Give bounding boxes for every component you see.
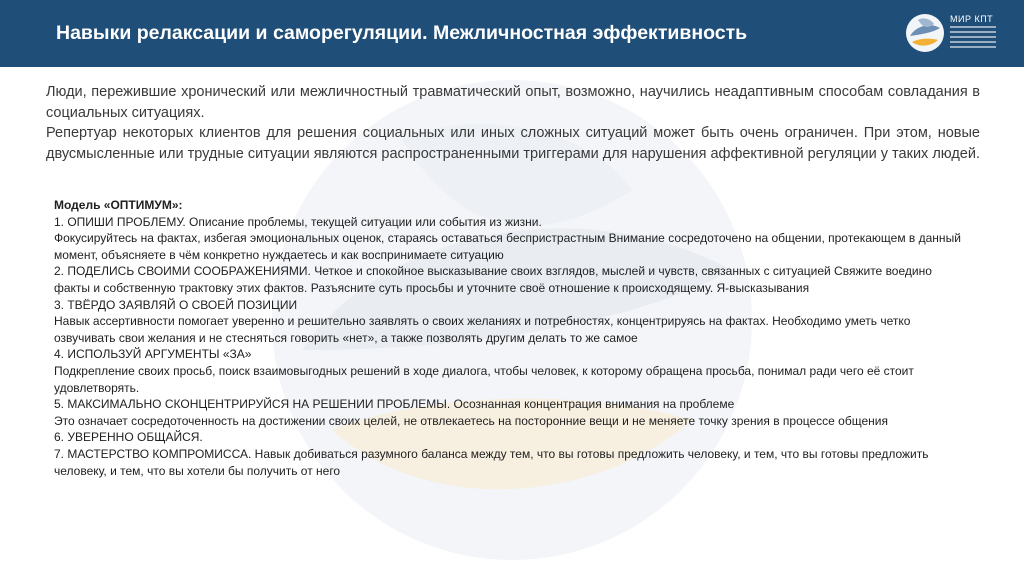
model-step-detail: Это означает сосредоточенность на достижении своих целей, не отвлекаетесь на посторонние вещи и не меняете точку зрения в процессе общения (54, 413, 888, 428)
model-step: 3. ТВЁРДО ЗАЯВЛЯЙ О СВОЕЙ ПОЗИЦИИ (54, 297, 298, 312)
logo-text: МИР КПТ (950, 14, 994, 24)
logo-subtitle-lines (950, 26, 996, 51)
globe-logo-icon (904, 12, 946, 54)
model-step: 5. МАКСИМАЛЬНО СКОНЦЕНТРИРУЙСЯ НА РЕШЕНИИ ПРОБЛЕМЫ. Осознанная концентрация внимания на проблеме (54, 397, 735, 412)
model-step: 7. МАСТЕРСТВО КОМПРОМИССА. Навык добиваться разумного баланса между тем, что вы готовы предложить человеку, и тем, что вы готовы предложить человеку, и тем, что вы хотели бы получить от него (54, 446, 929, 478)
model-step: 1. ОПИШИ ПРОБЛЕМУ. Описание проблемы, текущей ситуации или события из жизни. (54, 214, 542, 229)
intro-paragraph: Репертуар некоторых клиентов для решения социальных или иных сложных ситуаций может быть очень ограничен. При этом, новые двусмысленные или трудные ситуации являются распространенными триггерами для нарушения аффективной регуляции у таких людей. (46, 125, 980, 162)
intro-paragraph: Люди, пережившие хронический или межличностный травматический опыт, возможно, научились неадаптивным способам совладания в социальных ситуациях. (46, 84, 980, 121)
model-step-detail: Подкрепление своих просьб, поиск взаимовыгодных решений в ходе диалога, чтобы человек, к которому обращена просьба, понимал ради чего её стоит удовлетворять. (54, 363, 914, 395)
header-bar (0, 0, 1024, 67)
intro-text (46, 82, 980, 164)
model-heading: Модель «ОПТИМУМ»: (54, 198, 183, 212)
model-step: 6. УВЕРЕННО ОБЩАЙСЯ. (54, 430, 203, 445)
model-optimum (54, 197, 966, 479)
model-step-detail: Навык ассертивности помогает уверенно и решительно заявлять о своих желаниях и потребностях, концентрируясь на фактах. Необходимо уметь четко озвучивать свои желания и не стесняться говорить «нет», а также позволять другим делать то же самое (54, 314, 911, 345)
logo (904, 12, 1014, 56)
model-step: 4. ИСПОЛЬЗУЙ АРГУМЕНТЫ «ЗА» (54, 347, 252, 362)
model-step-detail: Фокусируйтесь на фактах, избегая эмоциональных оценок, стараясь оставаться беспристрастным Внимание сосредоточено на общении, протекающем в данный момент, объясняете в чём конкретно нуждаетесь и как воспринимаете ситуацию (54, 231, 961, 262)
slide-title: Навыки релаксации и саморегуляции. Межличностная эффективность (56, 22, 748, 44)
model-step: 2. ПОДЕЛИСЬ СВОИМИ СООБРАЖЕНИЯМИ. Четкое и спокойное высказывание своих взглядов, мыслей и чувств, связанных с ситуацией Свяжите воедино факты и собственную трактовку этих фактов. Разъясните суть просьбы и уточните своё отношение к происходящему. Я-высказывания (54, 264, 932, 295)
